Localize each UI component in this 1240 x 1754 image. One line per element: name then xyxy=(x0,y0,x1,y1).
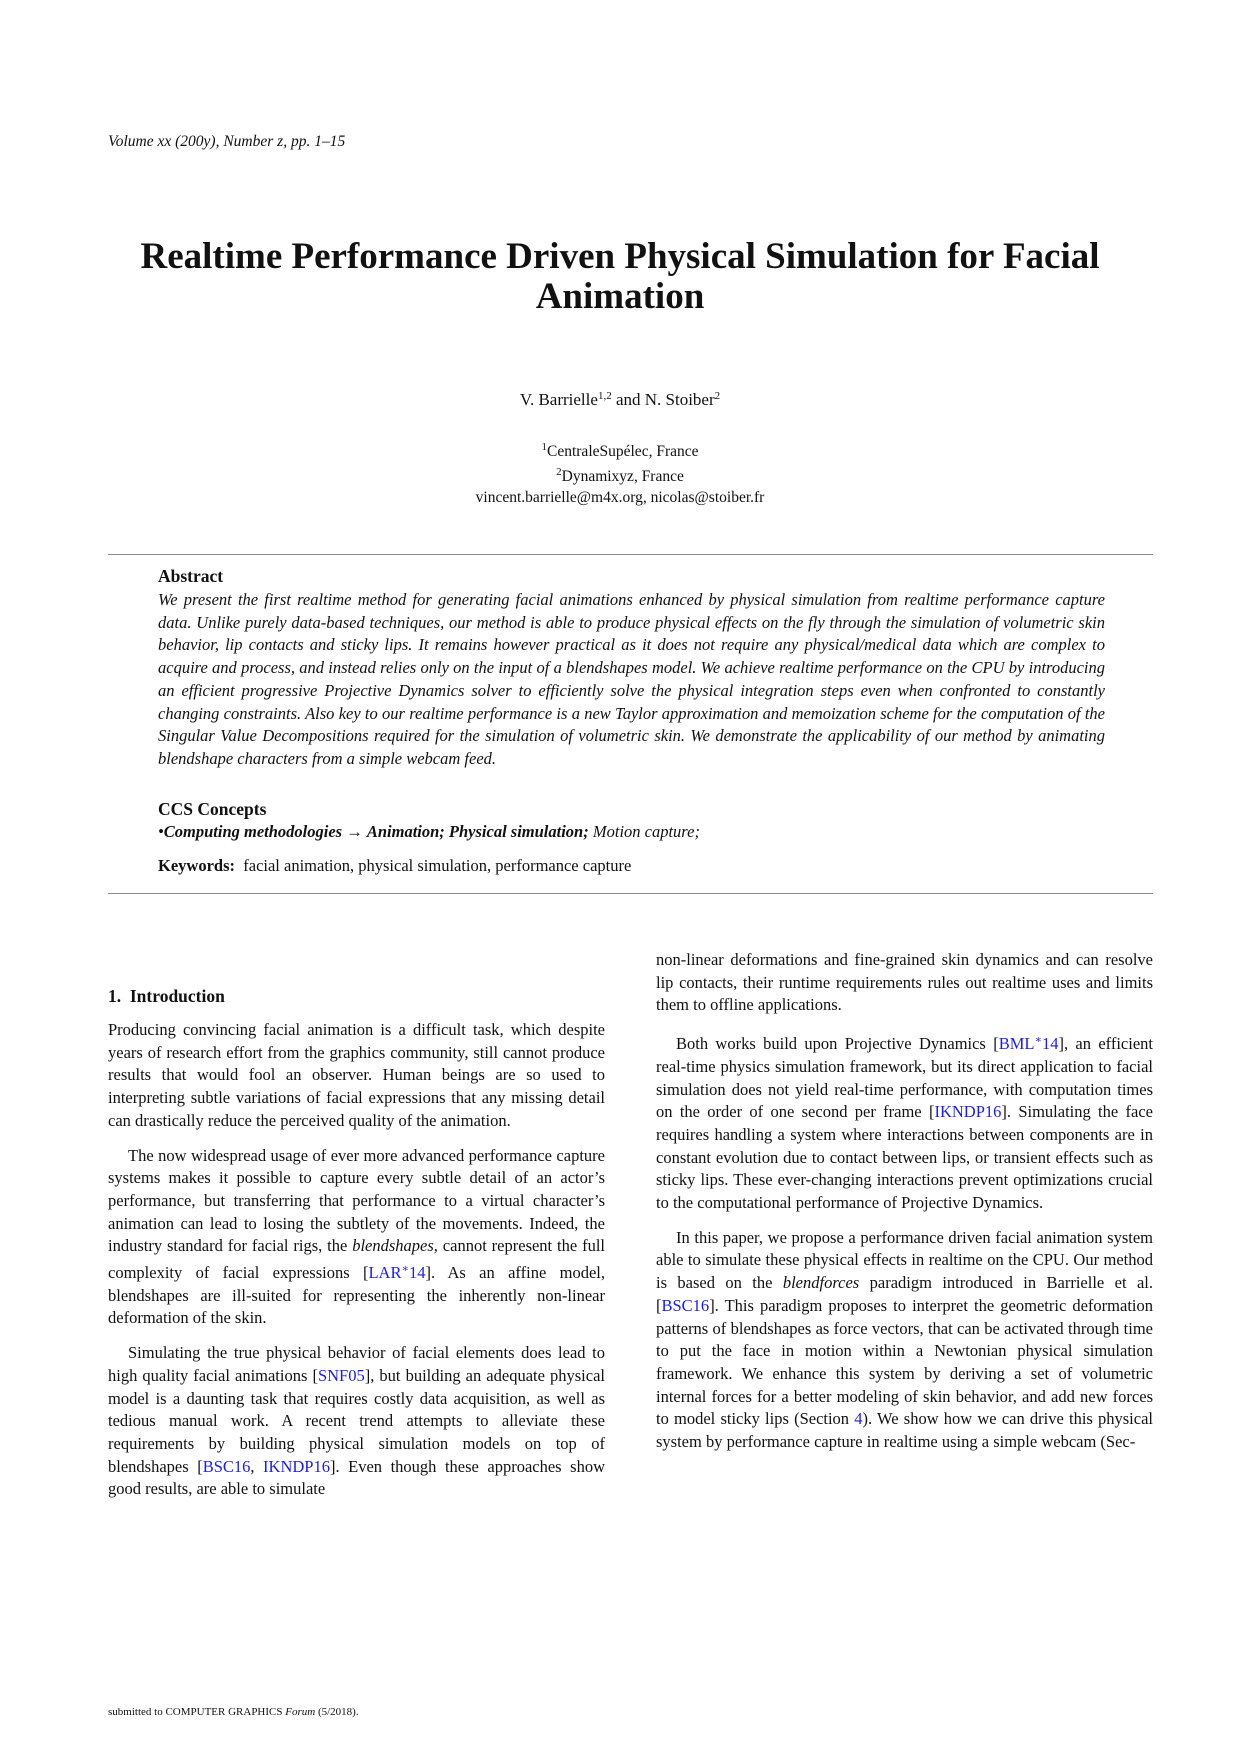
section-link-4[interactable]: 4 xyxy=(854,1409,863,1429)
text-run: ]. Simulating the face requires handling a system where interactions between components are in constant evolution due to contact between lips, or transient effects such as sticky lips. These ever-changing interactions prevent optimizations crucial to the computational performance of Projective Dynamics. xyxy=(656,1102,1153,1213)
citation-year: 14 xyxy=(408,1263,426,1283)
section-heading: 1. Introduction xyxy=(108,986,225,1006)
text-run: Both works build upon Projective Dynamics [ xyxy=(676,1034,999,1054)
intro-paragraph-3 xyxy=(108,1342,605,1501)
text-run: The now widespread usage of ever more advanced performance capture systems makes it possible to capture every subtle detail of an actor’s performance, but transferring that performance to a virtual character’s animation can lead to losing the subtlety of the movements. Indeed, the industry standard for facial rigs, the xyxy=(108,1145,605,1256)
bottom-divider xyxy=(108,893,1153,894)
citation-text: BML xyxy=(998,1034,1035,1054)
footer-note xyxy=(108,1706,359,1718)
citation-sup: ∗ xyxy=(401,1263,409,1276)
text-run: In this paper, we propose a performance driven facial animation system able to simulate these physical effects in realtime on the CPU. Our method is based on the xyxy=(656,1227,1153,1293)
ccs-heading: CCS Concepts xyxy=(158,799,267,819)
ccs-concept: Computing methodologies xyxy=(163,822,343,841)
right-column xyxy=(656,949,1153,1454)
right-paragraph-1 xyxy=(656,1029,1153,1215)
affiliation-1 xyxy=(0,437,1240,462)
text-run: ]. As an affine model, blendshapes are ill-suited for representing the inherently non-linear deformation of the skin. xyxy=(108,1263,605,1328)
citation-bsc16[interactable]: BSC16 xyxy=(202,1456,251,1476)
footer-forum: Forum xyxy=(285,1706,316,1718)
affiliation-2-sup: 2 xyxy=(556,466,562,478)
abstract-text: We present the first realtime method for generating facial animations enhanced by physical simulation from realtime performance capture data. Unlike purely data-based techniques, our method is able to produce physical effects on the fly through the simulation of volumetric skin behavior, lip contacts and sticky lips. It remains however practical as it does not require any physical/medical data which are complex to acquire and process, and instead relies only on the input of a blendshapes model. We achieve realtime performance on the CPU by introducing an efficient progressive Projective Dynamics solver to efficiently solve the physical integration steps even when confronted to constantly changing constraints. Also key to our realtime performance is a new Taylor approximation and memoization scheme for the computation of the Singular Value Decompositions required for the simulation of volumetric skin. We demonstrate the applicability of our method by animating blendshape characters from a simple webcam feed. xyxy=(158,590,1105,768)
volume-line: Volume xx (200y), Number z, pp. 1–15 xyxy=(108,133,346,150)
citation-sup: ∗ xyxy=(1034,1034,1042,1047)
text-run: ). We show how we can drive this physical system by performance capture in realtime using a simple webcam (Sec- xyxy=(656,1409,1153,1452)
text-run: Simulating the true physical behavior of facial elements does lead to high quality facial animations [ xyxy=(108,1343,605,1385)
author-2: N. Stoiber xyxy=(644,390,715,409)
citation-lar14[interactable] xyxy=(368,1263,425,1282)
affiliations xyxy=(0,437,1240,508)
text-run: ], but building an adequate physical model is a daunting task that requires costly data acquisition, as well as tedious manual work. A recent trend attempts to alleviate these requirements by building physical simulation models on top of blendshapes [ xyxy=(108,1365,605,1476)
text-run: , xyxy=(250,1456,264,1476)
footer-text: submitted to COMPUTER GRAPHICS xyxy=(108,1706,286,1718)
author-1-affil: 1,2 xyxy=(597,390,612,402)
abstract-heading: Abstract xyxy=(158,566,224,586)
emphasis-blendshapes: blendshapes xyxy=(352,1236,434,1256)
author-and: and xyxy=(611,390,645,409)
ccs-bullet: • xyxy=(158,822,164,841)
ccs-arrow: → xyxy=(342,822,367,841)
keywords-text: facial animation, physical simulation, performance capture xyxy=(243,856,632,875)
text-run: , cannot represent the full complexity of facial expressions [ xyxy=(108,1236,605,1283)
author-line xyxy=(0,390,1240,410)
ccs-concepts xyxy=(158,822,700,842)
affiliation-1-text: CentraleSupélec, France xyxy=(547,443,699,460)
footer-date: (5/2018). xyxy=(315,1706,359,1718)
author-1: V. Barrielle xyxy=(519,390,598,409)
keywords xyxy=(158,856,631,876)
citation-bsc16[interactable]: BSC16 xyxy=(661,1295,710,1315)
text-run: ]. This paradigm proposes to interpret the geometric deformation patterns of blendshapes as force vectors, that can be activated through time to put the face in motion within a Newtonian physical simulation framework. We enhance this system by deriving a set of volumetric internal forces for a better modeling of skin behavior, and add new forces to model sticky lips (Section xyxy=(656,1295,1153,1429)
right-paragraph-2 xyxy=(656,1227,1153,1454)
keywords-label: Keywords: xyxy=(158,856,235,875)
paper-title: Realtime Performance Driven Physical Simulation for Facial Animation xyxy=(140,236,1100,317)
intro-paragraph-1: Producing convincing facial animation is a difficult task, which despite years of research effort from the graphics community, still cannot produce results that would fool an observer. Human beings are so used to interpreting subtle variations of facial expressions that any missing detail can drastically reduce the perceived quality of the animation. xyxy=(108,1020,605,1130)
intro-paragraph-2 xyxy=(108,1145,605,1331)
affiliation-2 xyxy=(0,462,1240,487)
text-run: paradigm introduced in Barrielle et al. [ xyxy=(656,1273,1153,1315)
top-divider xyxy=(108,554,1153,555)
text-run: ]. Even though these approaches show good results, are able to simulate xyxy=(108,1456,605,1499)
affiliation-1-sup: 1 xyxy=(541,441,547,453)
citation-text: LAR xyxy=(368,1263,402,1283)
author-emails: vincent.barrielle@m4x.org, nicolas@stoiber.fr xyxy=(475,489,765,506)
citation-bml14[interactable] xyxy=(999,1034,1059,1053)
right-paragraph-0: non-linear deformations and fine-grained skin dynamics and can resolve lip contacts, their runtime requirements rules out realtime uses and limits them to offline applications. xyxy=(656,950,1153,1015)
citation-snf05[interactable]: SNF05 xyxy=(317,1365,365,1385)
citation-ikndp16[interactable]: IKNDP16 xyxy=(934,1102,1002,1122)
citation-ikndp16[interactable]: IKNDP16 xyxy=(263,1456,330,1476)
author-2-affil: 2 xyxy=(714,390,721,402)
text-run: ], an efficient real-time physics simulation framework, but its direct application to facial simulation does not yield real-time performance, with computation times on the order of one second per frame [ xyxy=(656,1034,1153,1122)
ccs-motion-capture: Motion capture; xyxy=(588,822,700,841)
citation-year: 14 xyxy=(1041,1034,1059,1054)
affiliation-2-text: Dynamixyz, France xyxy=(561,468,684,485)
emphasis-blendforces: blendforces xyxy=(782,1273,860,1293)
ccs-subconcepts: Animation; Physical simulation; xyxy=(366,822,589,841)
left-column xyxy=(108,985,605,1501)
